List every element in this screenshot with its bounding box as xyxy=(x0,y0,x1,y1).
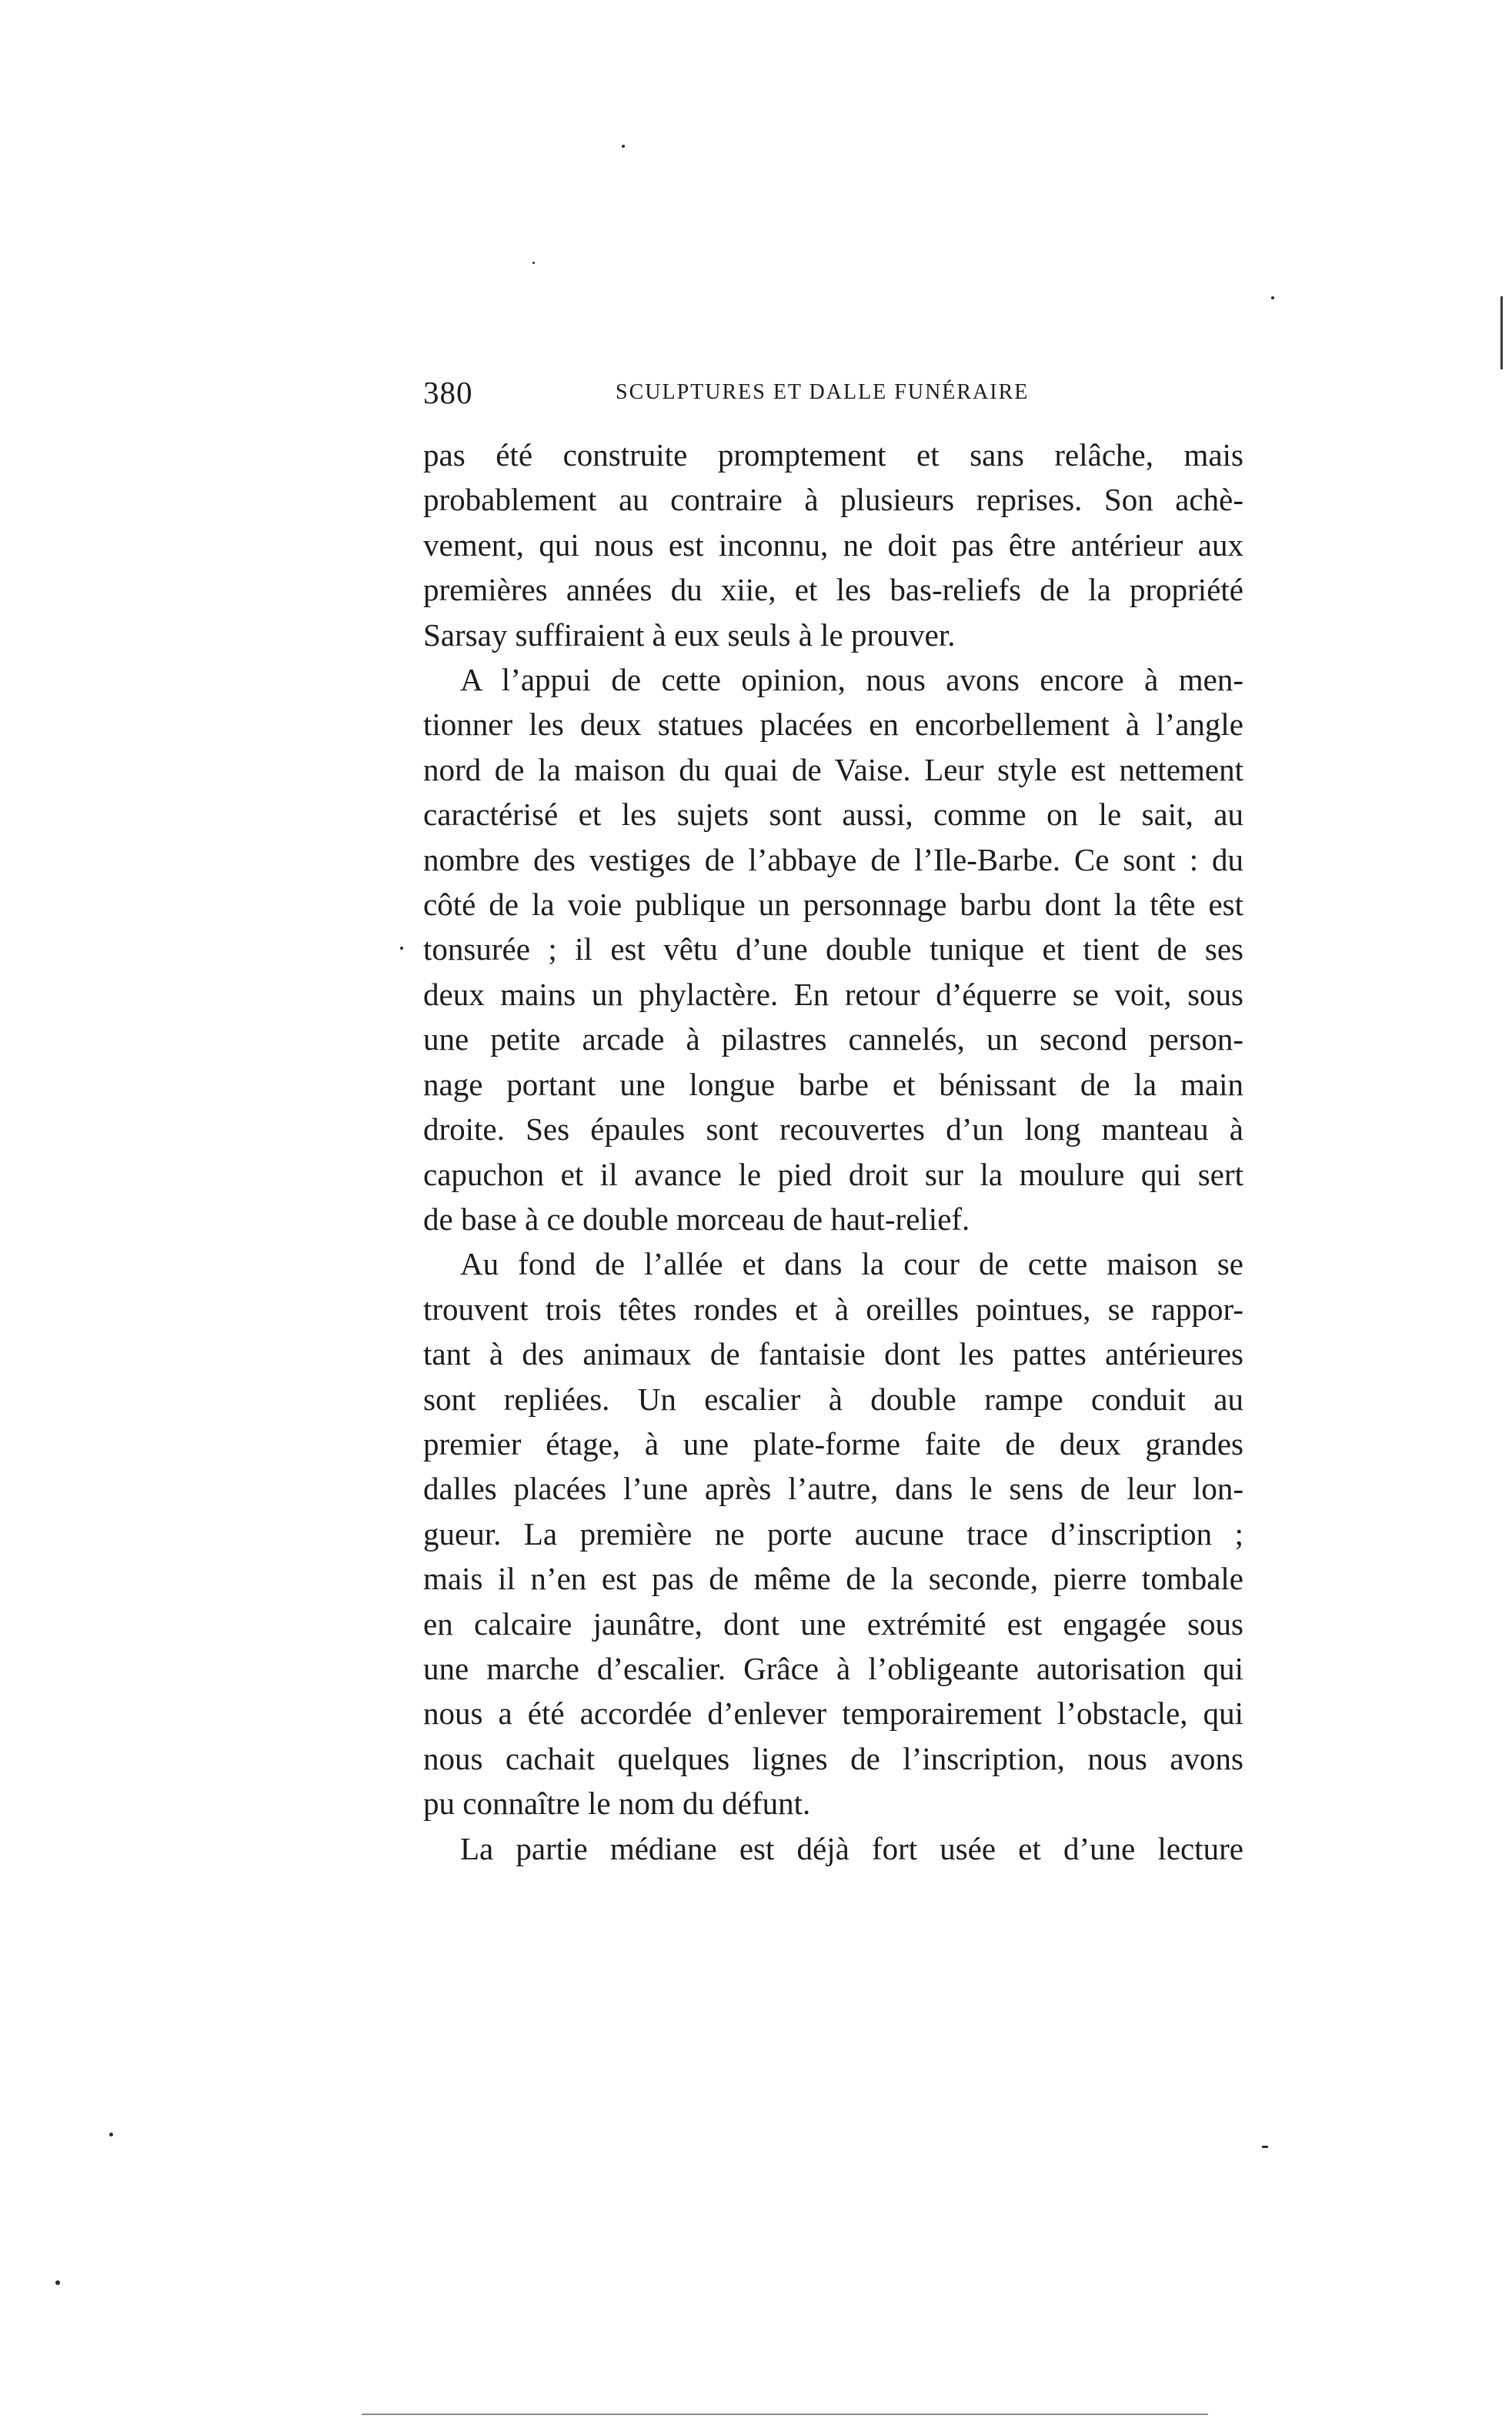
text-line: tionner les deux statues placées en encorbellement à l’angle xyxy=(423,707,1243,743)
scan-speck xyxy=(400,947,403,950)
text-line: côté de la voie publique un personnage barbu dont la tête est xyxy=(423,887,1243,923)
text-line: A l’appui de cette opinion, nous avons encore à men- xyxy=(460,662,1243,698)
text-line: tant à des animaux de fantaisie dont les pattes antérieures xyxy=(423,1336,1243,1372)
text-line: de base à ce double morceau de haut-relief. xyxy=(423,1201,970,1237)
text-line: nombre des vestiges de l’abbaye de l’Ile-Barbe. Ce sont : du xyxy=(423,841,1243,877)
text-line: nord de la maison du quai de Vaise. Leur style est nettement xyxy=(423,751,1243,787)
text-line: gueur. La première ne porte aucune trace d’inscription ; xyxy=(423,1515,1243,1552)
text-line: La partie médiane est déjà fort usée et d’une lecture xyxy=(460,1830,1243,1866)
text-line: premières années du xiie, et les bas-reliefs de la propriété xyxy=(423,572,1243,608)
text-line: nous cachait quelques lignes de l’inscription, nous avons xyxy=(423,1740,1243,1776)
paragraph xyxy=(423,433,1243,657)
scan-speck xyxy=(532,262,535,264)
text-line: vement, qui nous est inconnu, ne doit pas être antérieur aux xyxy=(423,526,1243,563)
page-number: 380 xyxy=(423,375,473,410)
scan-speck xyxy=(55,2280,60,2285)
scan-speck xyxy=(1271,296,1274,299)
text-line: tonsurée ; il est vêtu d’une double tunique et tient de ses xyxy=(423,931,1243,967)
text-line: caractérisé et les sujets sont aussi, comme on le sait, au xyxy=(423,797,1243,833)
scan-edge-mark xyxy=(1500,296,1503,369)
text-line: dalles placées l’une après l’autre, dans le sens de leur lon- xyxy=(423,1471,1243,1507)
scan-speck xyxy=(1262,2146,1268,2148)
text-line: capuchon et il avance le pied droit sur la moulure qui sert xyxy=(423,1156,1243,1192)
text-line: pu connaître le nom du défunt. xyxy=(423,1786,811,1822)
paragraph xyxy=(423,1826,1243,1871)
paragraph xyxy=(423,1241,1243,1826)
text-line: Au fond de l’allée et dans la cour de cette maison se xyxy=(460,1246,1243,1282)
text-line: en calcaire jaunâtre, dont une extrémité est engagée sous xyxy=(423,1605,1243,1642)
page-header xyxy=(423,374,1258,411)
text-line: trouvent trois têtes rondes et à oreilles pointues, se rappor- xyxy=(423,1291,1243,1327)
text-line: mais il n’en est pas de même de la seconde, pierre tombale xyxy=(423,1561,1243,1597)
text-line: nous a été accordée d’enlever temporairement l’obstacle, qui xyxy=(423,1695,1243,1732)
running-title: SCULPTURES ET DALLE FUNÉRAIRE xyxy=(616,380,1030,404)
paragraph xyxy=(423,657,1243,1241)
scan-speck xyxy=(622,145,625,148)
scan-speck xyxy=(109,2133,113,2136)
text-line: une marche d’escalier. Grâce à l’obligeante autorisation qui xyxy=(423,1650,1243,1686)
text-line: pas été construite promptement et sans relâche, mais xyxy=(423,437,1243,473)
text-line: premier étage, à une plate-forme faite de deux grandes xyxy=(423,1425,1243,1462)
text-line: droite. Ses épaules sont recouvertes d’un long manteau à xyxy=(423,1111,1243,1148)
text-line: deux mains un phylactère. En retour d’équerre se voit, sous xyxy=(423,976,1243,1012)
scan-bottom-edge xyxy=(362,2414,1208,2415)
scan-edge-shadow xyxy=(0,0,31,2422)
text-line: une petite arcade à pilastres cannelés, un second person- xyxy=(423,1021,1243,1057)
text-line: sont repliées. Un escalier à double rampe conduit au xyxy=(423,1381,1243,1417)
text-line: probablement au contraire à plusieurs reprises. Son achè- xyxy=(423,482,1243,518)
body-text xyxy=(423,433,1243,1871)
text-line: Sarsay suffiraient à eux seuls à le prouver. xyxy=(423,616,956,653)
text-line: nage portant une longue barbe et bénissant de la main xyxy=(423,1066,1243,1102)
